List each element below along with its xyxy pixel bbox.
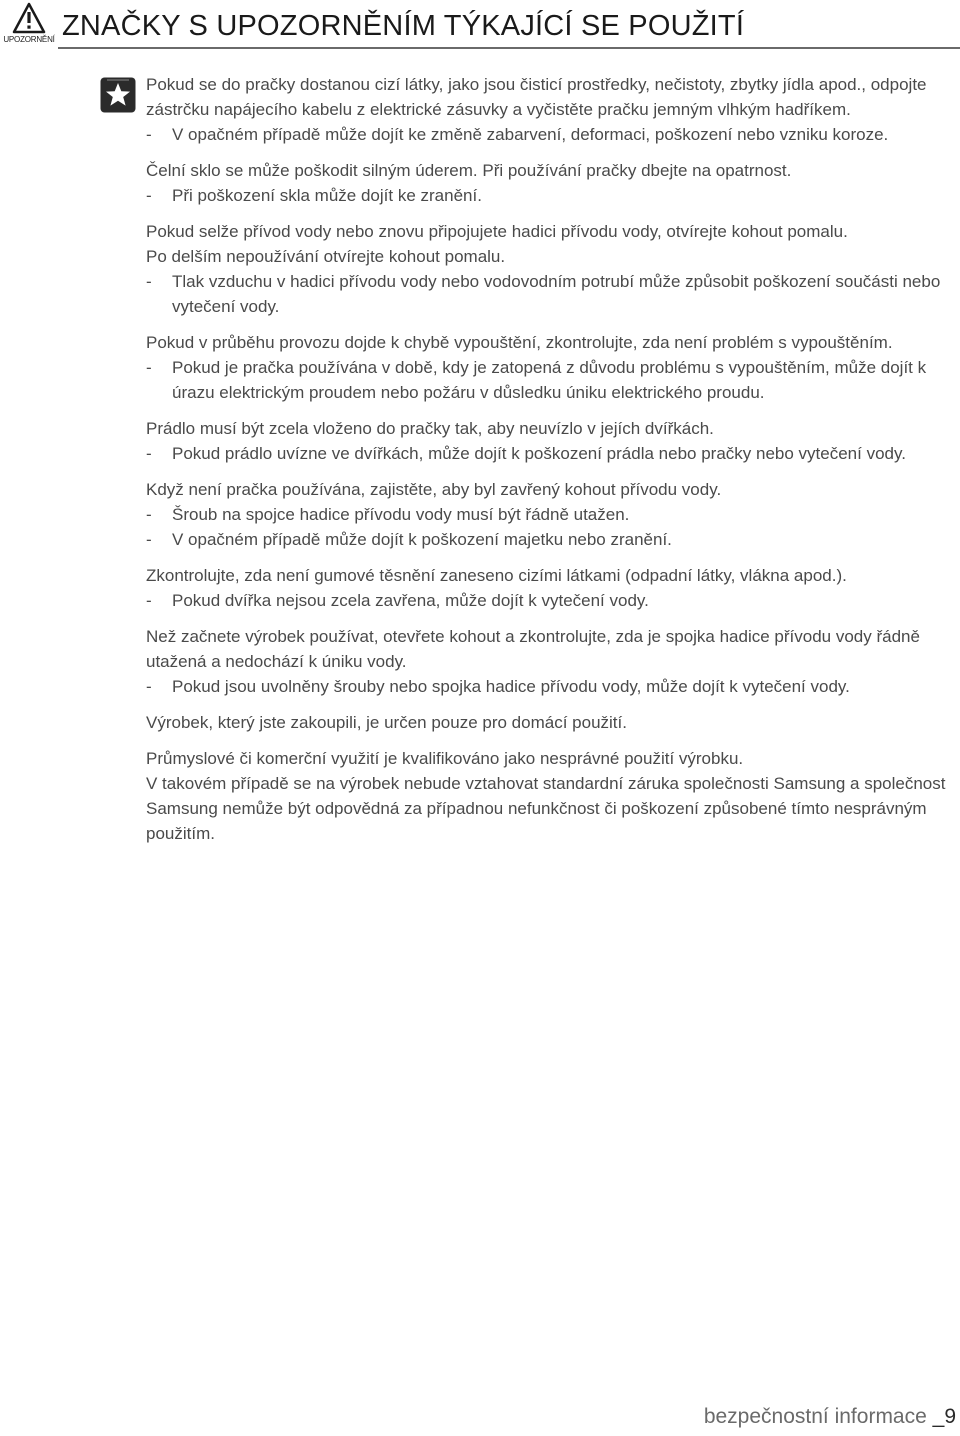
warning-paragraph: Než začnete výrobek používat, otevřete kohout a zkontrolujte, zda je spojka hadice přívodu vody řádně utažená a nedochází k úniku vody. bbox=[146, 627, 920, 671]
consequence-item bbox=[146, 355, 951, 405]
consequence-item bbox=[146, 122, 951, 147]
warning-block bbox=[146, 416, 951, 466]
warning-block bbox=[146, 563, 951, 613]
warning-block bbox=[146, 477, 951, 552]
consequence-item bbox=[146, 674, 951, 699]
consequence-item bbox=[146, 269, 951, 319]
consequence-item bbox=[146, 502, 951, 527]
warning-block bbox=[146, 746, 951, 846]
warning-paragraph: Průmyslové či komerční využití je kvalifikováno jako nesprávné použití výrobku. bbox=[146, 749, 744, 768]
warning-badge bbox=[3, 2, 55, 46]
header-divider bbox=[58, 47, 960, 49]
dash-bullet: - bbox=[146, 591, 152, 610]
dash-bullet: - bbox=[146, 530, 152, 549]
consequence-item bbox=[146, 441, 951, 466]
page-footer bbox=[704, 1405, 956, 1429]
warning-block bbox=[146, 158, 951, 208]
dash-bullet: - bbox=[146, 358, 152, 377]
warning-block bbox=[146, 330, 951, 405]
consequence-text: Tlak vzduchu v hadici přívodu vody nebo vodovodním potrubí může způsobit poškození součásti nebo vytečení vody. bbox=[172, 272, 941, 316]
warning-paragraph: Výrobek, který jste zakoupili, je určen pouze pro domácí použití. bbox=[146, 713, 627, 732]
consequence-text: Šroub na spojce hadice přívodu vody musí být řádně utažen. bbox=[172, 505, 630, 524]
consequence-text: V opačném případě může dojít k poškození majetku nebo zranění. bbox=[172, 530, 672, 549]
page-number: _9 bbox=[932, 1405, 956, 1428]
footer-section-name: bezpečnostní informace bbox=[703, 1405, 927, 1428]
warning-block bbox=[146, 624, 951, 699]
consequence-text: V opačném případě může dojít ke změně zabarvení, deformaci, poškození nebo vzniku koroze. bbox=[172, 125, 889, 144]
consequence-item bbox=[146, 588, 951, 613]
dash-bullet: - bbox=[146, 444, 152, 463]
warning-paragraph: Pokud v průběhu provozu dojde k chybě vypouštění, zkontrolujte, zda není problém s vypouštěním. bbox=[146, 333, 893, 352]
warning-content bbox=[146, 72, 951, 857]
star-square-icon bbox=[99, 76, 137, 114]
warning-paragraph: Čelní sklo se může poškodit silným úderem. Při používání pračky dbejte na opatrnost. bbox=[146, 161, 792, 180]
warning-paragraph: V takovém případě se na výrobek nebude vztahovat standardní záruka společnosti Samsung a společnost Samsung nemůže být odpovědná za případnou nefunkčnost či poškození způsobené tímto nesprávným použitím. bbox=[146, 774, 946, 843]
warning-block bbox=[146, 72, 951, 147]
dash-bullet: - bbox=[146, 677, 152, 696]
consequence-text: Pokud dvířka nejsou zcela zavřena, může dojít k vytečení vody. bbox=[172, 591, 649, 610]
dash-bullet: - bbox=[146, 125, 152, 144]
warning-paragraph: Po delším nepoužívání otvírejte kohout pomalu. bbox=[146, 247, 506, 266]
consequence-text: Pokud prádlo uvízne ve dvířkách, může dojít k poškození prádla nebo pračky nebo vytečení vody. bbox=[172, 444, 906, 463]
dash-bullet: - bbox=[146, 505, 152, 524]
page-title: ZNAČKY S UPOZORNĚNÍM TÝKAJÍCÍ SE POUŽITÍ bbox=[62, 10, 745, 42]
consequence-item bbox=[146, 527, 951, 552]
warning-block bbox=[146, 219, 951, 319]
warning-paragraph: Pokud se do pračky dostanou cizí látky, jako jsou čisticí prostředky, nečistoty, zbytky jídla apod., odpojte zástrčku napájecího kabelu z elektrické zásuvky a vyčistěte pračku jemným vlhkým hadříkem. bbox=[146, 75, 927, 119]
dash-bullet: - bbox=[146, 186, 152, 205]
warning-paragraph: Když není pračka používána, zajistěte, aby byl zavřený kohout přívodu vody. bbox=[146, 480, 722, 499]
page-header bbox=[0, 0, 960, 50]
consequence-item bbox=[146, 183, 951, 208]
warning-label: UPOZORNĚNÍ bbox=[3, 35, 55, 44]
consequence-text: Pokud je pračka používána v době, kdy je zatopená z důvodu problému s vypouštěním, může dojít k úrazu elektrickým proudem nebo požáru v důsledku úniku elektrického proudu. bbox=[172, 358, 927, 402]
dash-bullet: - bbox=[146, 272, 152, 291]
warning-triangle-icon bbox=[12, 2, 46, 34]
warning-paragraph: Prádlo musí být zcela vloženo do pračky tak, aby neuvízlo v jejích dvířkách. bbox=[146, 419, 714, 438]
warning-paragraph: Pokud selže přívod vody nebo znovu připojujete hadici přívodu vody, otvírejte kohout pomalu. bbox=[146, 222, 848, 241]
consequence-text: Pokud jsou uvolněny šrouby nebo spojka hadice přívodu vody, může dojít k vytečení vody. bbox=[172, 677, 850, 696]
warning-block bbox=[146, 710, 951, 735]
warning-paragraph: Zkontrolujte, zda není gumové těsnění zaneseno cizími látkami (odpadní látky, vlákna apod.). bbox=[146, 566, 847, 585]
consequence-text: Při poškození skla může dojít ke zranění. bbox=[172, 186, 482, 205]
